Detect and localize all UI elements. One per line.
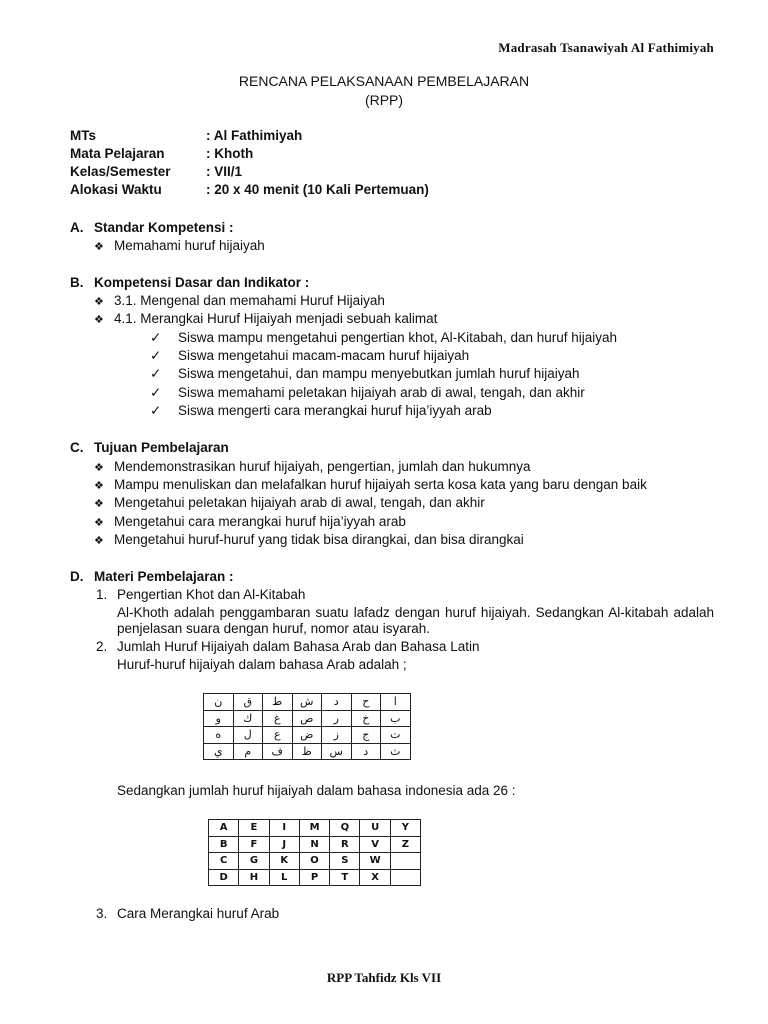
section-c-heading: C. Tujuan Pembelajaran	[70, 440, 229, 455]
section-d-heading: D. Materi Pembelajaran :	[70, 569, 234, 584]
check-item: ✓ Siswa mengerti cara merangkai huruf hija’iyyah arab	[150, 403, 492, 418]
list-item: ❖ Memahami huruf hijaiyah	[94, 238, 265, 253]
check-item: ✓ Siswa mampu mengetahui pengertian khot, Al-Kitabah, dan huruf hijaiyah	[150, 330, 618, 345]
info-row-mts: MTs : Al Fathimiyah	[70, 128, 303, 143]
page-footer: RPP Tahfidz Kls VII	[326, 970, 442, 985]
checkmark-icon: ✓	[150, 403, 162, 418]
check-item: ✓ Siswa mengetahui macam-macam huruf hijaiyah	[150, 348, 470, 363]
checkmark-icon: ✓	[150, 330, 162, 345]
list-item: ❖ Mengetahui cara merangkai huruf hija’iyyah arab	[94, 514, 406, 529]
numbered-item: 2. Jumlah Huruf Hijaiyah dalam Bahasa Arab dan Bahasa Latin	[96, 639, 480, 654]
section-a-heading: A. Standar Kompetensi :	[70, 220, 234, 235]
document-title: RENCANA PELAKSANAAN PEMBELAJARAN	[238, 73, 530, 89]
latin-letters-table: A E I M Q U Y B F J N R V Z C G K O S W D H L P T X	[208, 819, 421, 886]
info-row-mapel: Mata Pelajaran : Khoth	[70, 146, 254, 161]
info-row-alokasi: Alokasi Waktu : 20 x 40 menit (10 Kali Pertemuan)	[70, 182, 429, 197]
document-subtitle: (RPP)	[364, 92, 404, 108]
definition-paragraph: Al-Khoth adalah penggambaran suatu lafadz dengan huruf hijaiyah. Sedangkan Al-kitabah adalah penjelasan suara dengan huruf, nomor atau isyarah.	[117, 605, 714, 636]
arabic-letters-table: ن ق ط ش د ح ا و ك غ ص ر خ ب ه ل ع ض ز ج ت ي م ف ظ س د ث	[203, 693, 411, 760]
numbered-item: 1. Pengertian Khot dan Al-Kitabah	[96, 587, 306, 602]
list-item: ❖ 3.1. Mengenal dan memahami Huruf Hijaiyah	[94, 293, 385, 308]
info-row-kelas: Kelas/Semester : VII/1	[70, 164, 243, 179]
list-item: ❖ 4.1. Merangkai Huruf Hijaiyah menjadi sebuah kalimat	[94, 311, 438, 326]
list-item: ❖ Mengetahui huruf-huruf yang tidak bisa dirangkai, dan bisa dirangkai	[94, 532, 524, 547]
list-item: ❖ Mampu menuliskan dan melafalkan huruf hijaiyah serta kosa kata yang baru dengan baik	[94, 477, 647, 492]
checkmark-icon: ✓	[150, 366, 162, 381]
latin-intro: Sedangkan jumlah huruf hijaiyah dalam bahasa indonesia ada 26 :	[117, 783, 516, 798]
section-b-heading: B. Kompetensi Dasar dan Indikator :	[70, 275, 310, 290]
list-item: ❖ Mengetahui peletakan hijaiyah arab di awal, tengah, dan akhir	[94, 495, 485, 510]
page-header: Madrasah Tsanawiyah Al Fathimiyah	[498, 40, 714, 55]
checkmark-icon: ✓	[150, 385, 162, 400]
check-item: ✓ Siswa memahami peletakan hijaiyah arab di awal, tengah, dan akhir	[150, 385, 585, 400]
list-item: ❖ Mendemonstrasikan huruf hijaiyah, pengertian, jumlah dan hukumnya	[94, 459, 531, 474]
numbered-item: 3. Cara Merangkai huruf Arab	[96, 906, 280, 921]
checkmark-icon: ✓	[150, 348, 162, 363]
arabic-intro: Huruf-huruf hijaiyah dalam bahasa Arab adalah ;	[117, 657, 407, 672]
check-item: ✓ Siswa mengetahui, dan mampu menyebutkan jumlah huruf hijaiyah	[150, 366, 580, 381]
